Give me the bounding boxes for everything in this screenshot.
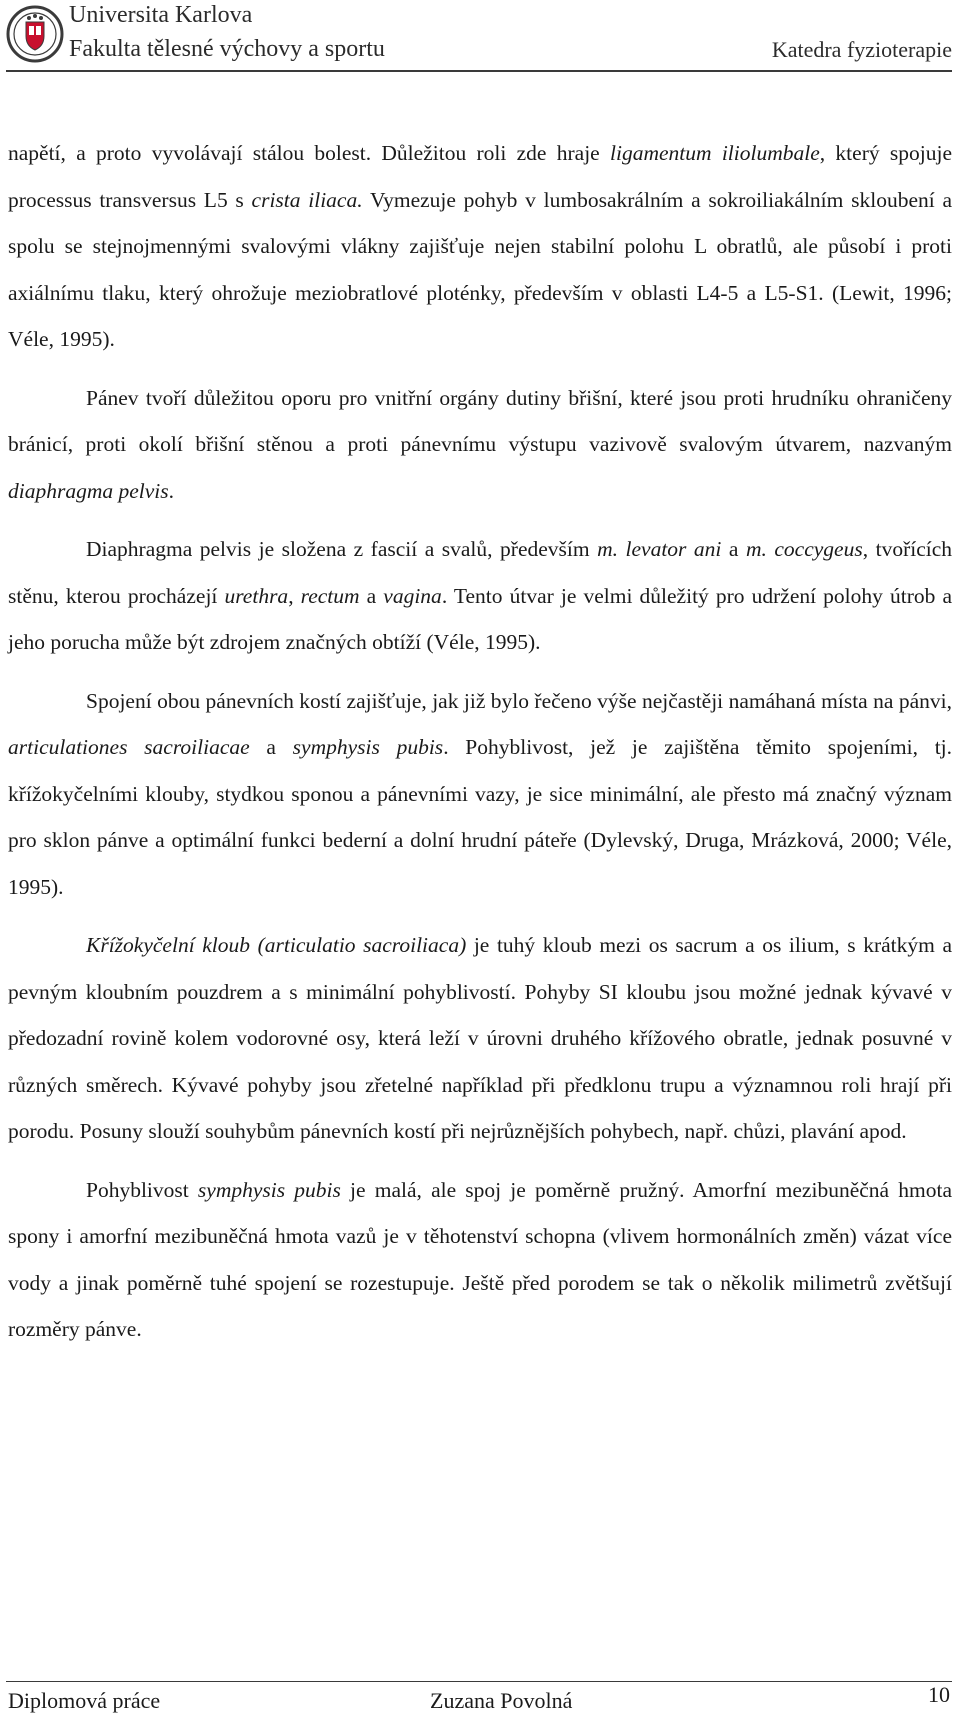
body-paragraph xyxy=(8,678,952,911)
faculty-name: Fakulta tělesné výchovy a sportu xyxy=(69,36,385,62)
text-run: je tuhý kloub mezi os sacrum a os ilium, s krátkým a pevným kloubním pouzdrem a s minimální pohyblivostí. Pohyby SI kloubu jsou možné jednak kývavé v předozadní rovině kolem vodorovné osy, která leží v úrovni druhého křížového obratle, jednak posuvné v různých směrech. Kývavé pohyby jsou zřetelné například při předklonu trupu a významnou roli hrají při porodu. Posuny slouží souhybům pánevních kostí při nejrůznějších pohybech, např. chůzi, plavání apod. xyxy=(8,933,952,1143)
text-run: a xyxy=(249,735,293,759)
text-run: . xyxy=(168,478,175,503)
text-run: Diaphragma pelvis je složena z fascií a svalů, především xyxy=(86,537,598,561)
body-paragraph xyxy=(8,526,952,666)
italic-term: symphysis pubis xyxy=(292,735,444,759)
text-run: , tvořících stěnu, kterou procházejí xyxy=(8,537,953,608)
text-run: . Tento útvar je velmi důležitý pro udržení polohy útrob a jeho porucha může být zdrojem značných obtíží (Véle, 1995). xyxy=(8,583,953,654)
footer-divider xyxy=(6,1681,952,1682)
text-run: , xyxy=(288,583,301,608)
university-name: Universita Karlova xyxy=(69,2,253,28)
italic-term: symphysis pubis xyxy=(197,1177,341,1202)
text-run: Spojení obou pánevních kostí zajišťuje, jak již bylo řečeno výše nejčastěji namáhaná místa na pánvi, xyxy=(86,688,952,713)
italic-term: vagina xyxy=(383,583,442,608)
italic-term: ligamentum iliolumbale xyxy=(610,141,820,165)
italic-term: m. levator ani xyxy=(597,537,722,561)
italic-term: Křížokyčelní kloub (articulatio sacroiliaca) xyxy=(86,933,467,957)
text-run: a xyxy=(721,537,746,561)
text-run: napětí, a proto vyvolávají stálou bolest. Důležitou roli zde hraje xyxy=(8,141,611,165)
body-paragraph xyxy=(8,375,952,515)
text-run: je malá, ale spoj je poměrně pružný. Amorfní mezibuněčná hmota spony i amorfní mezibuněčná hmota vazů je v těhotenství schopna (vlivem hormonálních změn) vázat více vody a jinak poměrně tuhé spojení se rozestupuje. Ještě před porodem se tak o několik milimetrů zvětšují rozměry pánve. xyxy=(8,1177,952,1341)
page-header xyxy=(0,0,960,70)
footer-author: Zuzana Povolná xyxy=(430,1688,573,1713)
body-paragraph xyxy=(8,130,952,363)
body-paragraph xyxy=(8,1167,952,1353)
italic-term: urethra xyxy=(224,583,289,608)
document-body xyxy=(8,130,952,1353)
page-number: 10 xyxy=(928,1682,950,1707)
text-run: a xyxy=(359,583,384,608)
italic-term: diaphragma pelvis xyxy=(8,478,169,503)
text-run: Pánev tvoří důležitou oporu pro vnitřní orgány dutiny břišní, které jsou proti hrudníku ohraničeny bránicí, proti okolí břišní stěnou a proti pánevnímu výstupu vazivově svalovým útvarem, nazvaným xyxy=(8,385,952,456)
footer-thesis-label: Diplomová práce xyxy=(8,1688,161,1713)
italic-term: crista iliaca. xyxy=(251,187,363,212)
text-run: Pohyblivost xyxy=(86,1177,198,1202)
header-divider xyxy=(6,70,952,72)
department-name: Katedra fyzioterapie xyxy=(771,37,952,62)
text-run: Vymezuje pohyb v lumbosakrálním a sokroiliakálním skloubení a spolu se stejnojmennými svalovými vlákny zajišťuje nejen stabilní polohu L obratlů, ale působí i proti axiálnímu tlaku, který ohrožuje meziobratlové ploténky, především v oblasti L4-5 a L5-S1. (Lewit, 1996; Véle, 1995). xyxy=(8,187,952,351)
italic-term: rectum xyxy=(300,583,360,608)
italic-term: m. coccygeus xyxy=(745,537,863,561)
italic-term: articulationes sacroiliacae xyxy=(8,735,250,759)
body-paragraph xyxy=(8,922,952,1155)
text-run: . Pohyblivost, jež je zajištěna těmito spojeními, tj. křížokyčelními klouby, stydkou sponou a pánevními vazy, je sice minimální, ale přesto má značný význam pro sklon pánve a optimální funkci bederní a dolní hrudní páteře (Dylevský, Druga, Mrázková, 2000; Véle, 1995). xyxy=(8,735,953,899)
university-seal-logo xyxy=(6,4,64,64)
text-run: , který spojuje processus transversus L5 s xyxy=(8,141,952,212)
